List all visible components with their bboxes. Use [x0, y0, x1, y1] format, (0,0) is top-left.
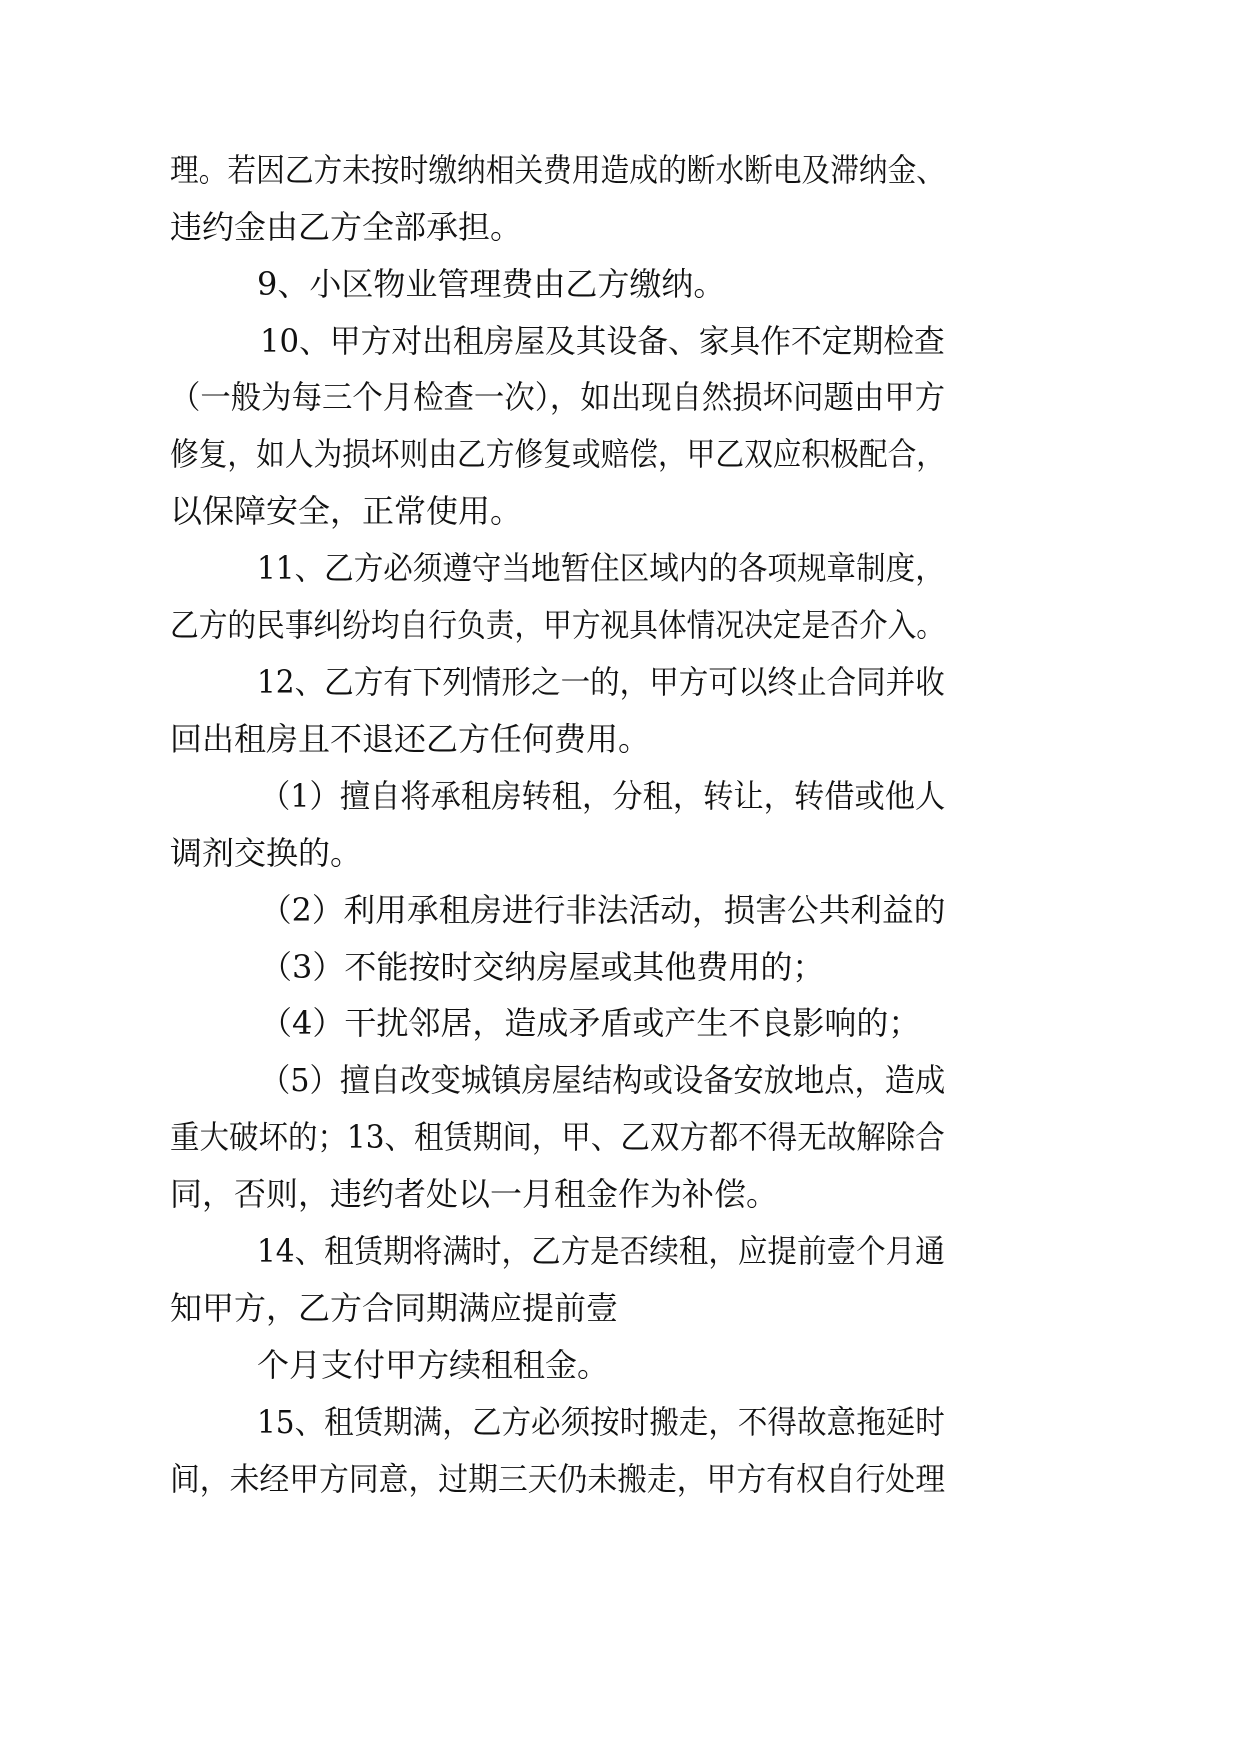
text-line: （5）擅自改变城镇房屋结构或设备安放地点，造成: [260, 1061, 946, 1099]
text-line: （1）擅自将承租房转租，分租，转让，转借或他人: [260, 777, 946, 815]
text-line: 9、小区物业管理费由乙方缴纳。: [257, 265, 726, 303]
text-line: 15、租赁期满，乙方必须按时搬走，不得故意拖延时: [257, 1403, 945, 1441]
text-line: 14、租赁期将满时，乙方是否续租，应提前壹个月通: [257, 1232, 945, 1270]
text-line: （3）不能按时交纳房屋或其他费用的；: [260, 948, 825, 986]
text-line: （2）利用承租房进行非法活动，损害公共利益的: [260, 891, 946, 929]
text-line: 调剂交换的。: [170, 834, 363, 872]
text-line: 11、乙方必须遵守当地暂住区域内的各项规章制度，: [257, 549, 945, 587]
text-line: 同，否则，违约者处以一月租金作为补偿。: [170, 1175, 779, 1213]
text-line: 违约金由乙方全部承担。: [170, 208, 523, 246]
text-line: 12、乙方有下列情形之一的，甲方可以终止合同并收: [257, 663, 945, 701]
text-line: 间，未经甲方同意，过期三天仍未搬走，甲方有权自行处理: [170, 1460, 946, 1498]
text-line: （一般为每三个月检查一次），如出现自然损坏问题由甲方: [170, 378, 946, 416]
text-line: 个月支付甲方续租租金。: [257, 1346, 610, 1384]
text-line: 回出租房且不退还乙方任何费用。: [170, 720, 651, 758]
text-line: 修复，如人为损坏则由乙方修复或赔偿，甲乙双应积极配合，: [170, 435, 946, 473]
text-line: 以保障安全，正常使用。: [170, 492, 523, 530]
text-line: 理。若因乙方未按时缴纳相关费用造成的断水断电及滞纳金、: [170, 151, 946, 189]
text-line: 重大破坏的；13、租赁期间，甲、乙双方都不得无故解除合: [170, 1118, 945, 1156]
text-line: 10、甲方对出租房屋及其设备、家具作不定期检查: [260, 322, 945, 360]
text-line: 知甲方，乙方合同期满应提前壹: [170, 1289, 619, 1327]
text-line: （4）干扰邻居，造成矛盾或产生不良影响的；: [260, 1004, 921, 1042]
text-line: 乙方的民事纠纷均自行负责，甲方视具体情况决定是否介入。: [170, 606, 946, 644]
